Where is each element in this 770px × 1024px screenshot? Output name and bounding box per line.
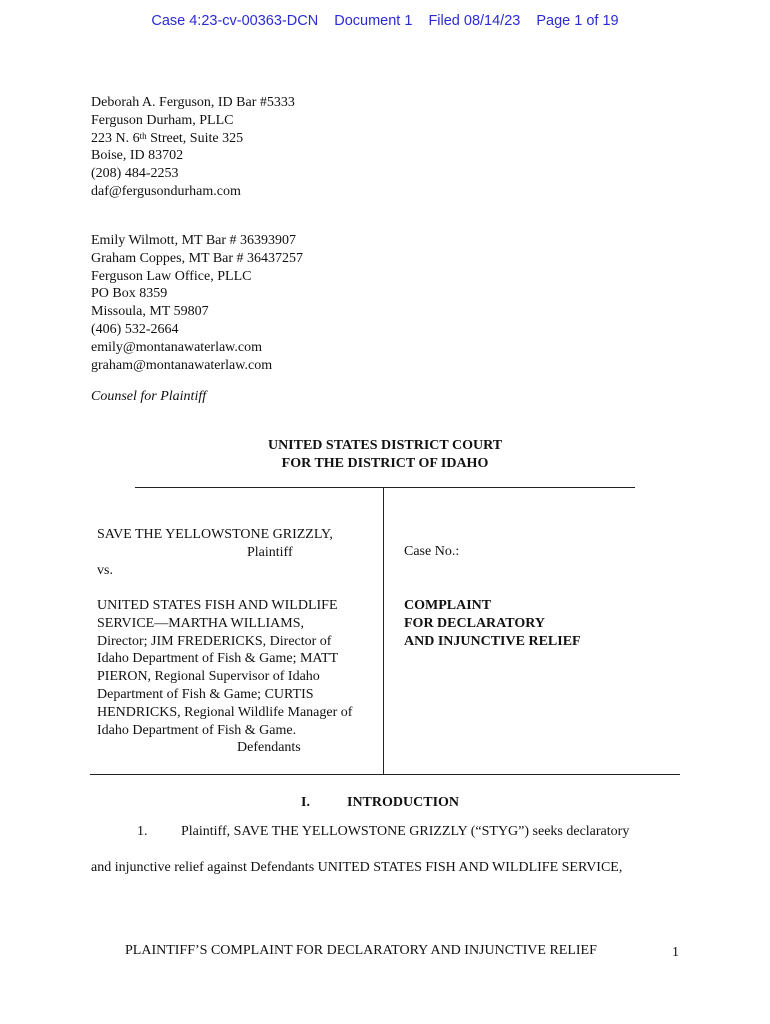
firm-name: Ferguson Law Office, PLLC	[91, 268, 252, 284]
defendants-line: SERVICE—MARTHA WILLIAMS,	[97, 615, 305, 631]
ecf-header	[0, 13, 770, 29]
case-number-label: Case No.:	[404, 544, 460, 559]
filed-date: Filed 08/14/23	[428, 13, 521, 29]
defendants-line: PIERON, Regional Supervisor of Idaho	[97, 669, 320, 685]
caption-bottom-rule	[90, 774, 680, 775]
defendants-line: Director; JIM FREDERICKS, Director of	[97, 633, 332, 649]
attorney-name: Deborah A. Ferguson, ID Bar #5333	[91, 95, 295, 110]
street-address: 223 N. 6th Street, Suite 325	[91, 130, 244, 146]
complaint-title	[404, 597, 581, 650]
complaint-title-line: FOR DECLARATORY	[404, 615, 545, 631]
complaint-title-line: AND INJUNCTIVE RELIEF	[404, 633, 581, 649]
footer-page-number: 1	[672, 945, 679, 960]
counsel-for-label: Counsel for Plaintiff	[91, 389, 207, 404]
email: daf@fergusondurham.com	[91, 183, 241, 199]
caption-plaintiff	[97, 526, 382, 579]
po-box: PO Box 8359	[91, 286, 168, 302]
attorney-name: Graham Coppes, MT Bar # 36437257	[91, 250, 304, 266]
email: graham@montanawaterlaw.com	[91, 357, 273, 373]
city-state-zip: Boise, ID 83702	[91, 148, 184, 164]
complaint-title-line: COMPLAINT	[404, 598, 492, 613]
defendants-line: Idaho Department of Fish & Game; MATT	[97, 651, 339, 667]
firm-name: Ferguson Durham, PLLC	[91, 112, 234, 128]
case-number: Case 4:23-cv-00363-DCN	[151, 13, 319, 29]
paragraph-line: Plaintiff, SAVE THE YELLOWSTONE GRIZZLY (“STYG”) seeks declaratory	[181, 824, 630, 839]
defendants-line: UNITED STATES FISH AND WILDLIFE	[97, 598, 338, 613]
attorney-name: Emily Wilmott, MT Bar # 36393907	[91, 233, 297, 248]
defendants-line: Idaho Department of Fish & Game.	[97, 722, 297, 738]
section-title: INTRODUCTION	[347, 795, 460, 810]
court-title: UNITED STATES DISTRICT COURT FOR THE DISTRICT OF IDAHO	[267, 438, 503, 471]
caption-top-rule	[135, 487, 635, 488]
plaintiff-role: Plaintiff	[247, 544, 293, 560]
paragraph-line: and injunctive relief against Defendants UNITED STATES FISH AND WILDLIFE SERVICE,	[91, 860, 623, 875]
defendants-role: Defendants	[237, 740, 301, 756]
phone: (406) 532-2664	[91, 321, 179, 337]
document-number: Document 1	[334, 13, 413, 29]
caption-defendants	[97, 597, 382, 757]
defendants-line: HENDRICKS, Regional Wildlife Manager of	[97, 704, 353, 720]
caption-divider	[383, 487, 384, 775]
section-number: I.	[301, 795, 310, 810]
city-state-zip: Missoula, MT 59807	[91, 304, 209, 320]
versus: vs.	[97, 562, 113, 578]
footer-title: PLAINTIFF’S COMPLAINT FOR DECLARATORY AND INJUNCTIVE RELIEF	[125, 943, 597, 958]
plaintiff-name: SAVE THE YELLOWSTONE GRIZZLY,	[97, 527, 333, 542]
paragraph-number: 1.	[137, 824, 148, 839]
page-indicator: Page 1 of 19	[536, 13, 619, 29]
defendants-line: Department of Fish & Game; CURTIS	[97, 686, 314, 702]
email: emily@montanawaterlaw.com	[91, 339, 262, 355]
counsel-block-montana	[91, 232, 303, 374]
counsel-block-idaho	[91, 94, 295, 201]
phone: (208) 484-2253	[91, 166, 179, 182]
